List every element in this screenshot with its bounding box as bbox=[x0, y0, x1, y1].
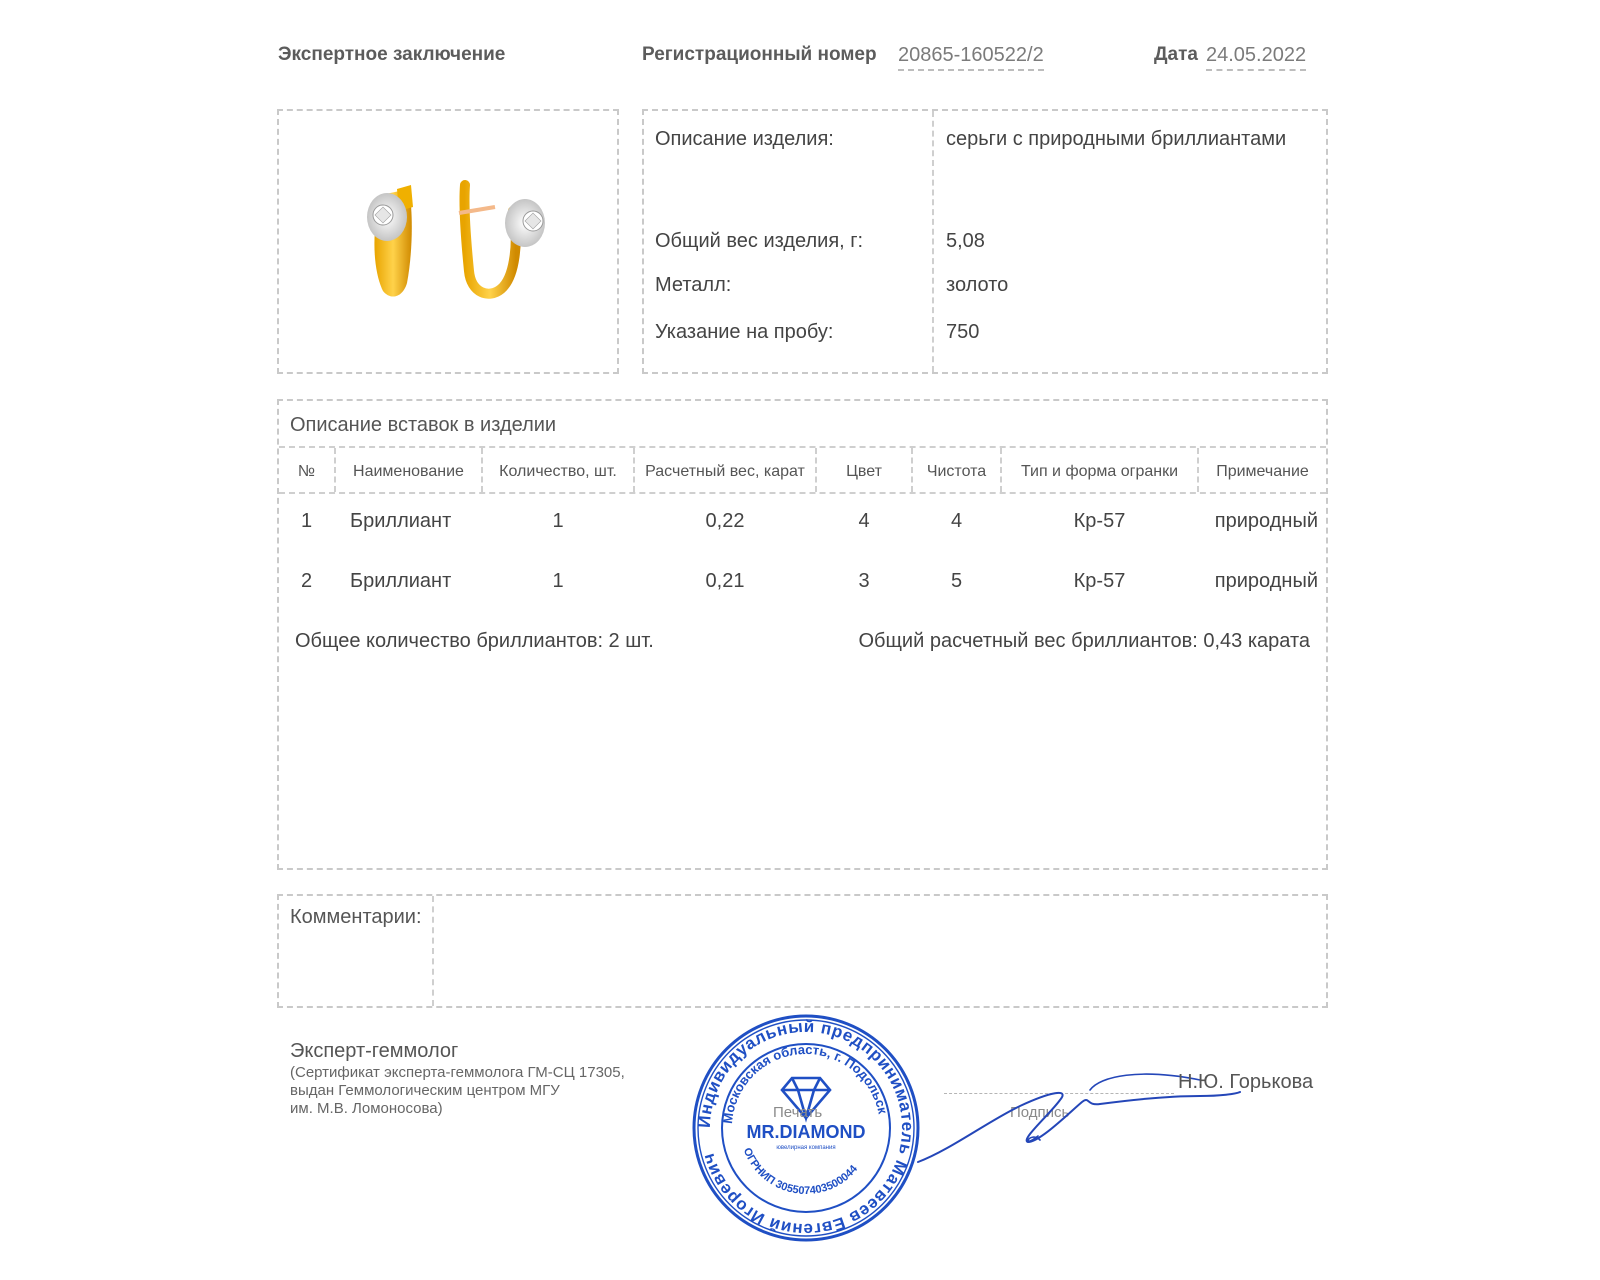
expert-certificate-line-2: выдан Геммологическим центром МГУ bbox=[290, 1082, 560, 1099]
expert-name: Н.Ю. Горькова bbox=[1178, 1071, 1314, 1093]
table-cell-quantity: 1 bbox=[552, 510, 564, 532]
product-image-frame bbox=[277, 109, 619, 374]
table-cell-note: природный bbox=[1214, 510, 1318, 532]
table-cell-color: 4 bbox=[858, 510, 870, 532]
table-cell-cut: Кр-57 bbox=[1073, 570, 1126, 592]
date-label: Дата bbox=[1154, 44, 1198, 65]
table-cell-number: 2 bbox=[300, 570, 313, 592]
product-hallmark-label: Указание на пробу: bbox=[655, 321, 834, 343]
total-count: Общее количество бриллиантов: 2 шт. bbox=[295, 630, 654, 652]
stamp-brand: MR.DIAMOND bbox=[746, 1122, 866, 1142]
column-header-color: Цвет bbox=[846, 463, 882, 480]
table-cell-color: 3 bbox=[858, 570, 870, 592]
table-cell-weight: 0,21 bbox=[705, 570, 745, 592]
column-header-note: Примечание bbox=[1216, 463, 1309, 480]
product-weight-label: Общий вес изделия, г: bbox=[655, 230, 864, 252]
product-description-value: серьги с природными бриллиантами bbox=[946, 128, 1287, 150]
inserts-title: Описание вставок в изделии bbox=[290, 414, 557, 436]
column-header-cut: Тип и форма огранки bbox=[1020, 463, 1179, 480]
table-cell-clarity: 5 bbox=[950, 570, 963, 592]
document-title: Экспертное заключение bbox=[278, 44, 506, 65]
product-info-divider bbox=[932, 111, 934, 372]
expert-certificate-line-3: им. М.В. Ломоносова) bbox=[290, 1100, 443, 1117]
registration-number: 20865-160522/2 bbox=[898, 44, 1044, 71]
signature-label: Подпись bbox=[1010, 1104, 1070, 1121]
date-value: 24.05.2022 bbox=[1206, 44, 1306, 71]
stamp-label: Печать bbox=[773, 1104, 823, 1121]
table-header-top-rule bbox=[279, 446, 1326, 448]
comments-divider bbox=[432, 896, 434, 1006]
column-header-number: № bbox=[297, 463, 316, 480]
table-cell-cut: Кр-57 bbox=[1073, 510, 1126, 532]
product-metal-value: золото bbox=[946, 274, 1009, 296]
product-hallmark-value: 750 bbox=[946, 321, 980, 343]
registration-label: Регистрационный номер bbox=[642, 44, 877, 65]
comments-label: Комментарии: bbox=[290, 906, 422, 928]
company-stamp bbox=[690, 1012, 922, 1244]
table-cell-name: Бриллиант bbox=[350, 570, 452, 592]
column-header-name: Наименование bbox=[353, 463, 464, 480]
column-header-quantity: Количество, шт. bbox=[499, 463, 617, 480]
comments-box bbox=[277, 894, 1328, 1008]
table-cell-note: природный bbox=[1214, 570, 1318, 592]
column-header-clarity: Чистота bbox=[926, 463, 987, 480]
expert-title: Эксперт-геммолог bbox=[290, 1040, 459, 1062]
table-cell-quantity: 1 bbox=[552, 570, 564, 592]
total-weight: Общий расчетный вес бриллиантов: 0,43 карата bbox=[858, 630, 1310, 652]
product-weight-value: 5,08 bbox=[946, 230, 985, 252]
stamp-inner-ring-text: Московская область, г. Подольск bbox=[720, 1041, 891, 1125]
product-metal-label: Металл: bbox=[655, 274, 732, 296]
table-header-bottom-rule bbox=[279, 492, 1326, 494]
product-description-label: Описание изделия: bbox=[655, 128, 834, 150]
table-cell-name: Бриллиант bbox=[350, 510, 452, 532]
stamp-brand-sub: ювелирная компания bbox=[776, 1145, 836, 1151]
table-cell-clarity: 4 bbox=[950, 510, 963, 532]
stamp-ring-text: Индивидуальный предприниматель Матвеев Евгений Игоревич bbox=[694, 1016, 918, 1240]
stamp-ogrnip-text: ОГРНИП 305507403500044 bbox=[740, 1146, 861, 1198]
table-cell-weight: 0,22 bbox=[705, 510, 745, 532]
column-header-weight: Расчетный вес, карат bbox=[645, 463, 805, 480]
earrings-image bbox=[279, 111, 617, 372]
table-cell-number: 1 bbox=[300, 510, 313, 532]
svg-text:ОГРНИП 305507403500044 bbox=[741, 1146, 861, 1197]
expert-certificate-line-1: (Сертификат эксперта-геммолога ГМ-СЦ 17305, bbox=[290, 1064, 625, 1081]
